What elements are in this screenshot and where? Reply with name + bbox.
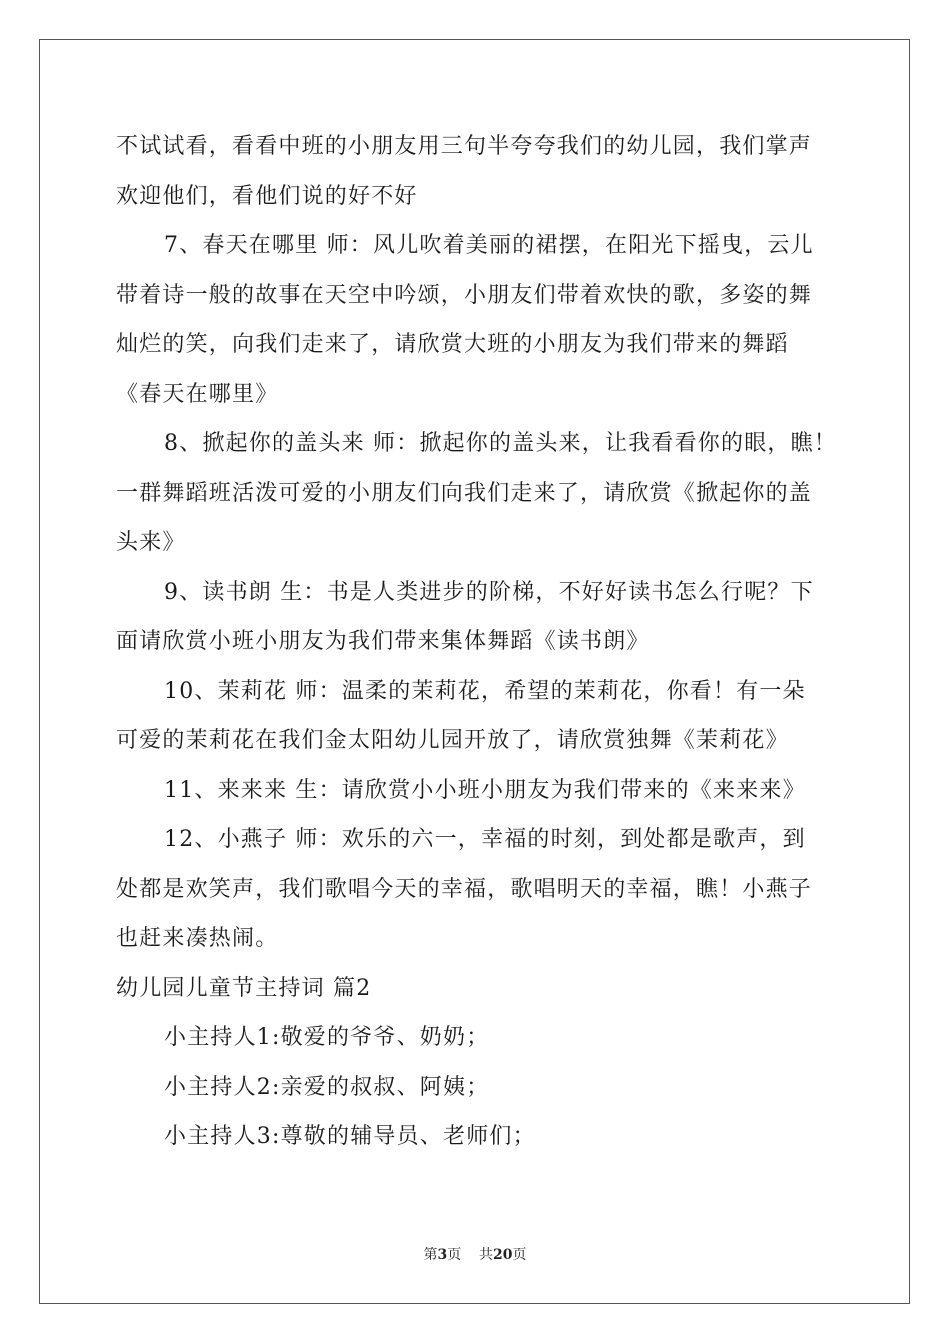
host-line-2: 小主持人2:亲爱的叔叔、阿姨； <box>164 1074 490 1100</box>
document-body <box>116 122 846 1162</box>
text-line: 欢迎他们，看他们说的好不好 <box>116 183 418 209</box>
text-line: 也赶来凑热闹。 <box>116 926 279 951</box>
program-item-9: 9、读书朗 生：书是人类进步的阶梯，不好好读书怎么行呢？下 <box>164 579 814 605</box>
page-footer <box>0 1244 950 1264</box>
program-item-10: 10、茉莉花 师：温柔的茉莉花，希望的茉莉花，你看！有一朵 <box>164 678 806 704</box>
total-suffix: 页 <box>512 1247 527 1263</box>
text-line: 面请欣赏小班小朋友为我们带来集体舞蹈《读书朗》 <box>116 629 650 654</box>
total-prefix: 共 <box>479 1247 494 1263</box>
text-line: 带着诗一般的故事在天空中吟颂，小朋友们带着欢快的歌，多姿的舞 <box>116 282 813 308</box>
host-line-3: 小主持人3:尊敬的辅导员、老师们； <box>164 1124 536 1149</box>
section-heading: 幼儿园儿童节主持词 篇2 <box>116 975 372 1001</box>
program-item-7: 7、春天在哪里 师：风儿吹着美丽的裙摆，在阳光下摇曳，云儿 <box>164 233 814 258</box>
program-item-12: 12、小燕子 师：欢乐的六一，幸福的时刻，到处都是歌声，到 <box>164 827 806 852</box>
page-suffix: 页 <box>447 1247 462 1263</box>
text-line: 不试试看，看看中班的小朋友用三句半夸夸我们的幼儿园，我们掌声 <box>116 134 813 159</box>
page-prefix: 第 <box>423 1247 438 1263</box>
text-line: 头来》 <box>116 530 186 555</box>
text-line: 《春天在哪里》 <box>116 381 279 407</box>
program-item-8: 8、掀起你的盖头来 师：掀起你的盖头来，让我看看你的眼，瞧！ <box>164 431 837 456</box>
page-number: 3 <box>437 1247 448 1263</box>
text-line: 处都是欢笑声，我们歌唱今天的幸福，歌唱明天的幸福，瞧！小燕子 <box>116 876 813 902</box>
text-line: 可爱的茉莉花在我们金太阳幼儿园开放了，请欣赏独舞《茉莉花》 <box>116 728 789 753</box>
host-line-1: 小主持人1:敬爱的爷爷、奶奶； <box>164 1025 490 1050</box>
program-item-11: 11、来来来 生：请欣赏小小班小朋友为我们带来的《来来来》 <box>164 777 806 803</box>
text-line: 一群舞蹈班活泼可爱的小朋友们向我们走来了，请欣赏《掀起你的盖 <box>116 480 813 506</box>
text-line: 灿烂的笑，向我们走来了，请欣赏大班的小朋友为我们带来的舞蹈 <box>116 332 789 357</box>
total-pages: 20 <box>493 1247 513 1263</box>
